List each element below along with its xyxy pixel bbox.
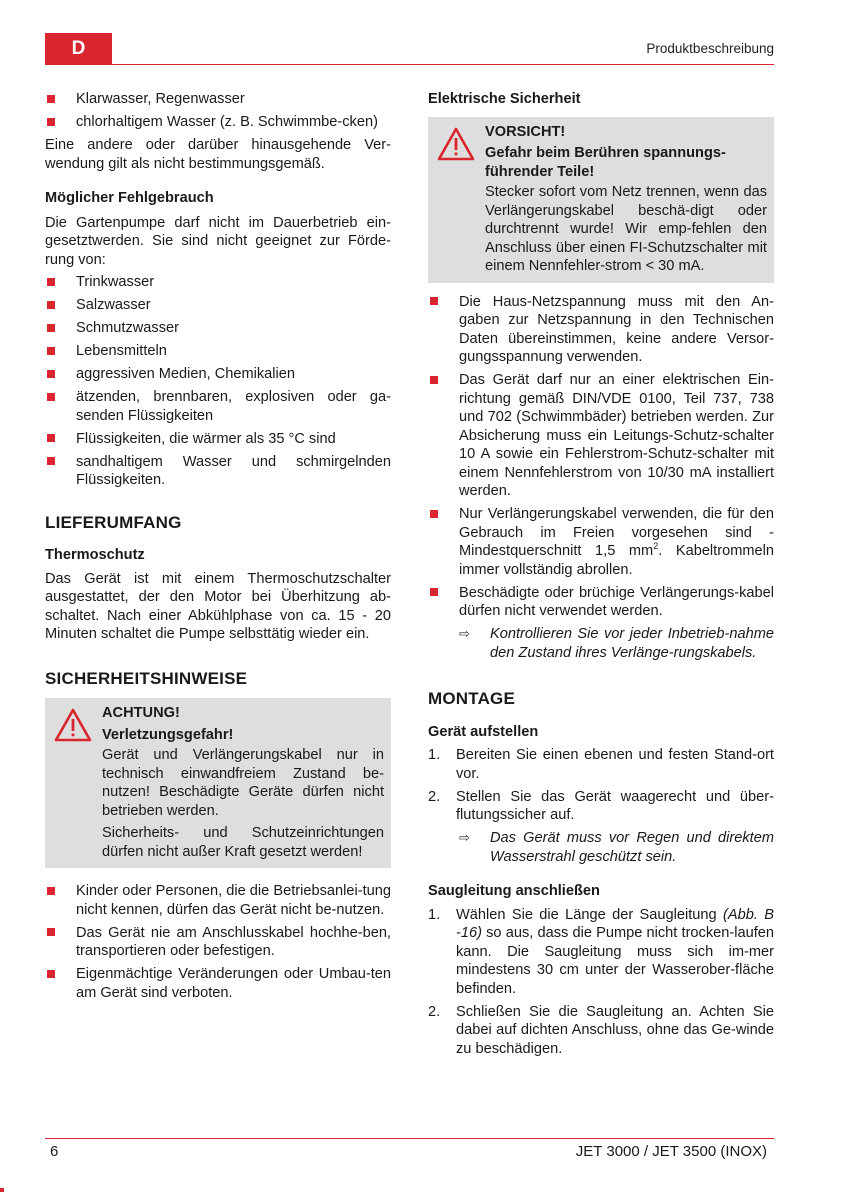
list-item: Klarwasser, Regenwasser <box>45 90 391 109</box>
header-title: Produktbeschreibung <box>646 41 774 56</box>
caution-text: Stecker sofort vom Netz trennen, wenn das Verlängerungskabel beschä-digt oder durchtrennt wurde! Wir emp-fehlen den Anschluss über einen FI-Schutzschalter mit einem Nennfehler-strom < 30 mA. <box>485 184 767 274</box>
language-label: D <box>71 37 86 59</box>
electrical-safety-heading: Elektrische Sicherheit <box>428 91 581 107</box>
warning-hazard: Verletzungsgefahr! <box>102 726 234 743</box>
list-item: aggressiven Medien, Chemikalien <box>45 365 391 384</box>
square-bullet-icon <box>430 588 438 596</box>
square-bullet-icon <box>430 510 438 518</box>
square-bullet-icon <box>47 928 55 936</box>
list-item: Das Gerät darf nur an einer elektrischen Ein-richtung gemäß DIN/VDE 0100, Teil 737, 738 und 702 (Schwimmbäder) betrieben werden. Zur Absicherung muss ein Leitungs-Schutz-schalter 10 A sowie ein Fehlerstrom-Schutz-schalter mit einem Nennfehlerstrom von 10/30 mA installiert werden. <box>428 371 774 501</box>
footer-divider <box>45 1138 774 1139</box>
square-bullet-icon <box>47 301 55 309</box>
square-bullet-icon <box>47 95 55 103</box>
mounting-heading: MONTAGE <box>428 689 516 708</box>
caution-signal-word: VORSICHT! <box>485 123 566 140</box>
footer-model: JET 3000 / JET 3500 (INOX) <box>575 1143 767 1160</box>
warning-triangle-icon <box>437 127 475 161</box>
warning-signal-word: ACHTUNG! <box>102 705 180 721</box>
list-item: Schmutzwasser <box>45 319 391 338</box>
electrical-list <box>428 293 774 621</box>
step-item: 1. Bereiten Sie einen ebenen und festen Stand-ort vor. <box>428 747 774 782</box>
square-bullet-icon <box>430 297 438 305</box>
step-item: 2. Stellen Sie das Gerät waagerecht und über-flutungssicher auf. <box>428 788 774 823</box>
square-bullet-icon <box>47 324 55 332</box>
result-note: ⇨ Das Gerät muss vor Regen und direktem Wasserstrahl geschützt sein. <box>459 830 774 865</box>
square-bullet-icon <box>47 970 55 978</box>
safety-heading: SICHERHEITSHINWEISE <box>45 668 248 688</box>
result-arrow-icon: ⇨ <box>459 626 470 641</box>
language-tab <box>45 33 112 65</box>
square-bullet-icon <box>47 434 55 442</box>
thermal-protection-text: Das Gerät ist mit einem Thermoschutzschalter ausgestattet, der den Motor bei Überhitzung ab-schaltet. Nach einer Abkühlphase von ca. 15 - 20 Minuten schaltet die Pumpe selbsttätig wieder ein. <box>45 570 391 642</box>
intended-use-note: Eine andere oder darüber hinausgehende Ver-wendung gilt als nicht bestimmungsgemäß. <box>45 137 391 172</box>
figure-reference: (Abb. B -16) <box>456 906 774 941</box>
caution-hazard: Gefahr beim Berühren spannungs-führender Teile! <box>485 145 726 180</box>
header-divider <box>45 64 774 65</box>
list-item: sandhaltigem Wasser und schmirgelnden Flüssigkeiten. <box>45 453 391 490</box>
setup-heading: Gerät aufstellen <box>428 723 539 740</box>
left-column <box>45 90 391 1007</box>
misuse-heading: Möglicher Fehlgebrauch <box>45 190 214 206</box>
suction-steps <box>428 906 774 1059</box>
warning-box <box>45 698 391 868</box>
result-note: ⇨ Kontrollieren Sie vor jeder Inbetrieb-nahme den Zustand ihres Verlänge-rungskabels. <box>459 626 774 661</box>
square-bullet-icon <box>47 370 55 378</box>
list-item: Die Haus-Netzspannung muss mit den An-gaben zur Netzspannung in den Technischen Daten übereinstimmen, keine andere Versor-gungsspannung verwenden. <box>428 293 774 367</box>
warning-text: Gerät und Verlängerungskabel nur in technisch einwandfreiem Zustand be-nutzen! Beschädigte Geräte dürfen nicht betrieben werden. <box>102 747 384 819</box>
caution-box <box>428 117 774 283</box>
list-item: Lebensmitteln <box>45 342 391 361</box>
result-arrow-icon: ⇨ <box>459 830 470 845</box>
step-item: 1. Wählen Sie die Länge der Saugleitung (Abb. B -16) so aus, dass die Pumpe nicht trocken-laufen kann. Die Saugleitung muss sich im-mer mindestens 30 cm unter der Wasserober-fläche befinden. <box>428 906 774 997</box>
list-item: Salzwasser <box>45 296 391 315</box>
square-bullet-icon <box>47 118 55 126</box>
suction-line-heading: Saugleitung anschließen <box>428 883 600 899</box>
thermal-protection-heading: Thermoschutz <box>45 547 145 563</box>
misuse-intro: Die Gartenpumpe darf nicht im Dauerbetrieb ein-gesetztwerden. Sie sind nicht geeignet zur Förde-rung von: <box>45 214 391 268</box>
list-item: chlorhaltigem Wasser (z. B. Schwimmbe-cken) <box>45 113 391 132</box>
page-number: 6 <box>50 1143 59 1160</box>
square-bullet-icon <box>430 376 438 384</box>
right-column <box>428 90 774 1063</box>
square-bullet-icon <box>47 457 55 465</box>
setup-steps <box>428 746 774 825</box>
list-item: Trinkwasser <box>45 273 391 292</box>
warning-text: Sicherheits- und Schutzeinrichtungen dürfen nicht außer Kraft gesetzt werden! <box>102 825 384 860</box>
square-bullet-icon <box>47 278 55 286</box>
list-item: Eigenmächtige Veränderungen oder Umbau-ten am Gerät sind verboten. <box>45 965 391 1002</box>
list-item: Kinder oder Personen, die die Betriebsanlei-tung nicht kennen, dürfen das Gerät nicht be-nutzen. <box>45 882 391 919</box>
list-item: ätzenden, brennbaren, explosiven oder ga-senden Flüssigkeiten <box>45 388 391 425</box>
square-bullet-icon <box>47 393 55 401</box>
list-item: Das Gerät nie am Anschlusskabel hochhe-ben, transportieren oder befestigen. <box>45 924 391 961</box>
medium-list <box>45 90 391 132</box>
list-item: Nur Verlängerungskabel verwenden, die für den Gebrauch im Freien vorgesehen sind - Mindestquerschnitt 1,5 $mm^2$. Kabeltrommeln immer vollständig abrollen. <box>428 505 774 579</box>
square-bullet-icon <box>47 887 55 895</box>
square-bullet-icon <box>47 347 55 355</box>
warning-triangle-icon <box>54 708 92 742</box>
step-item: 2. Schließen Sie die Saugleitung an. Achten Sie dabei auf dichten Anschluss, ohne das Ge-winde zu beschädigen. <box>428 1003 774 1057</box>
scope-heading: LIEFERUMFANG <box>45 512 182 532</box>
list-item: Flüssigkeiten, die wärmer als 35 °C sind <box>45 430 391 449</box>
misuse-list <box>45 273 391 490</box>
list-item: Beschädigte oder brüchige Verlängerungs-kabel dürfen nicht verwendet werden. <box>428 584 774 621</box>
crop-mark <box>0 1188 4 1192</box>
safety-list <box>45 882 391 1002</box>
